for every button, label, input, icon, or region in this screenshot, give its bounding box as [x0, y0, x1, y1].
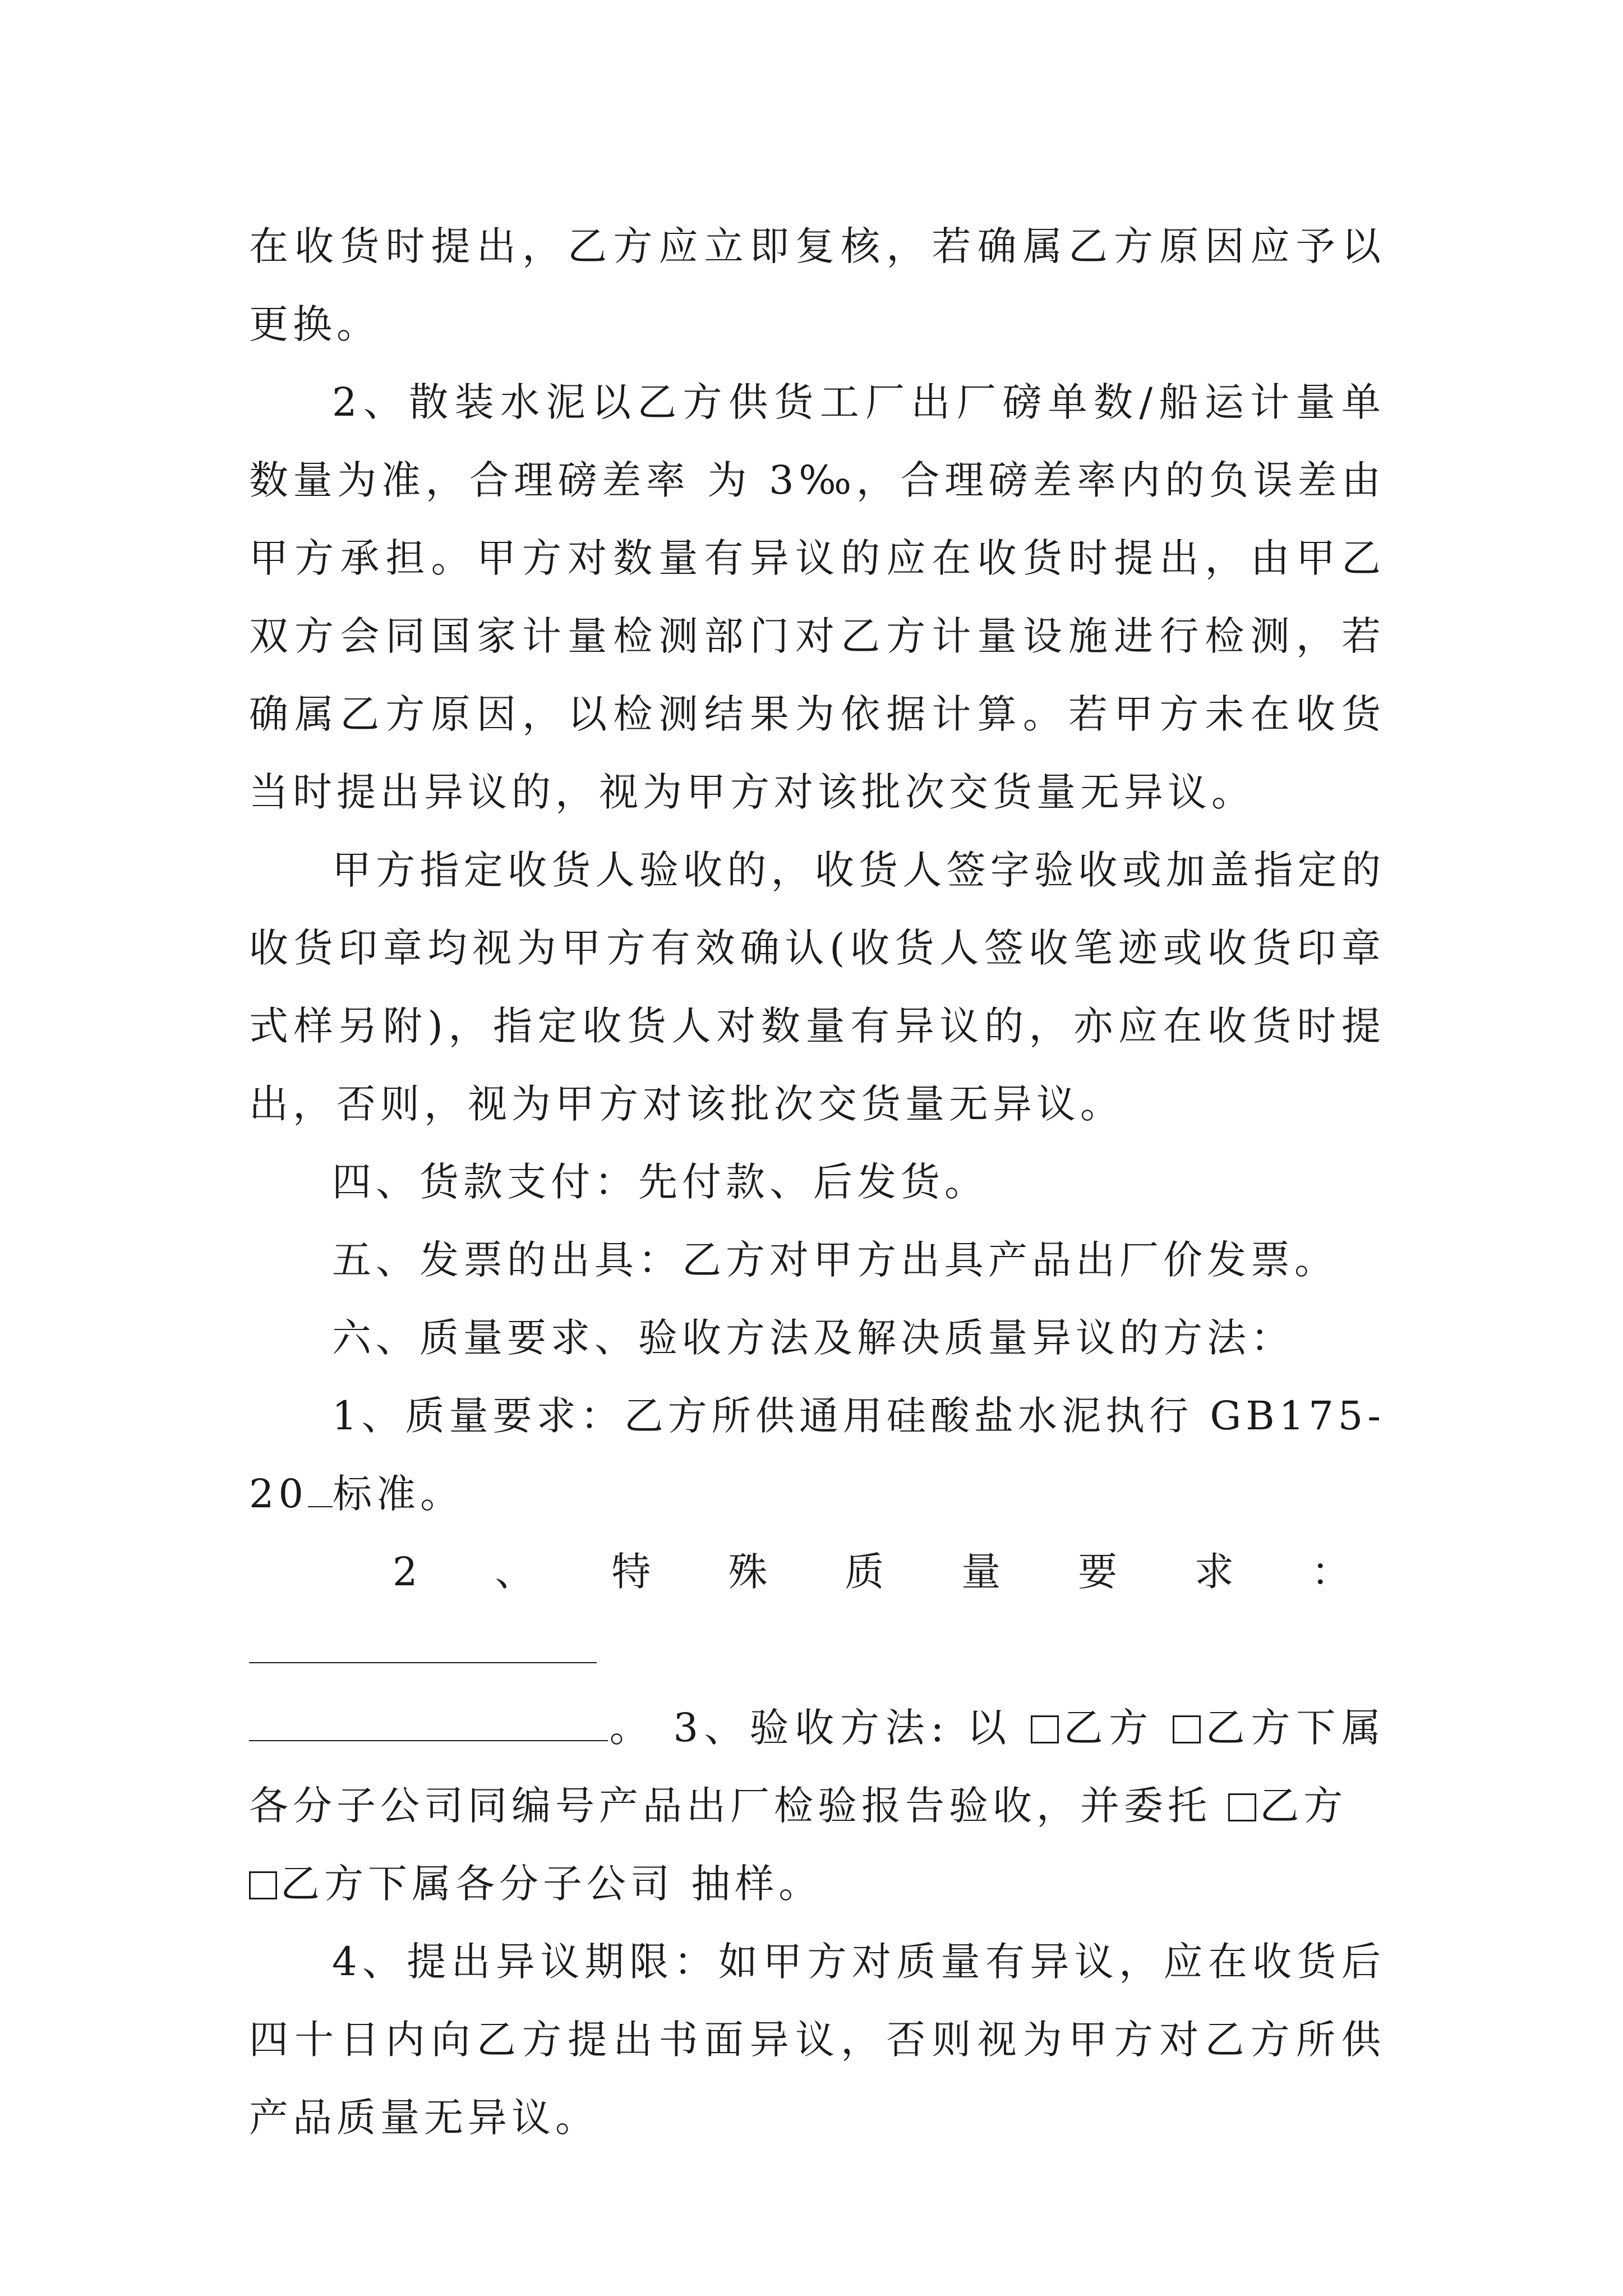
- checkbox-party-b[interactable]: [1031, 1715, 1059, 1743]
- standard-year-blank: [308, 1461, 333, 1507]
- paragraph-objection-period: 4、提出异议期限：如甲方对质量有异议，应在收货后四十日内向乙方提出书面异议，否则视为甲方对乙方所供产品质量无异议。: [249, 1939, 1385, 2141]
- paragraph-receipt-recheck: 在收货时提出，乙方应立即复核，若确属乙方原因应予以更换。: [249, 223, 1385, 347]
- option-party-b-subsidiaries-report: 乙方下属各分子公司同编号产品出厂检验报告验收，并委托: [249, 1705, 1386, 1829]
- paragraph-special-quality: [249, 1533, 1385, 1923]
- checkbox-sampling-party-b[interactable]: [1228, 1793, 1256, 1821]
- document-body: [249, 208, 1385, 2157]
- option-party-b: 乙方: [1062, 1705, 1173, 1751]
- option-sampling-party-b: 乙方: [1260, 1783, 1348, 1829]
- checkbox-party-b-subsidiaries[interactable]: [1173, 1715, 1201, 1743]
- special-quality-blank-2: [249, 1695, 608, 1741]
- paragraph-quality-heading: 六、质量要求、验收方法及解决质量异议的方法：: [332, 1315, 1294, 1361]
- paragraph-payment-terms: 四、货款支付：先付款、后发货。: [332, 1159, 988, 1205]
- paragraph-designated-receiver: 甲方指定收货人验收的，收货人签字验收或加盖指定的收货印章均视为甲方有效确认(收货人签收笔迹或收货印章式样另附)，指定收货人对数量有异议的，亦应在收货时提出，否则，视为甲方对该批次交货量无异议。: [249, 847, 1385, 1127]
- special-quality-blank-1: [249, 1617, 597, 1663]
- special-quality-label: 2、特殊质量要求：: [393, 1549, 1385, 1595]
- quality-requirement-text: 1、质量要求：乙方所供通用硅酸盐水泥执行 GB175-20: [249, 1393, 1385, 1517]
- option-sampling-subsidiaries: 乙方下属各分子公司 抽样。: [280, 1861, 823, 1907]
- quality-requirement-tail: 标准。: [333, 1471, 464, 1517]
- acceptance-method-lead: 3、验收方法: 以: [654, 1705, 1031, 1751]
- checkbox-sampling-subsidiaries[interactable]: [249, 1871, 277, 1899]
- paragraph-quality-requirement: [249, 1377, 1385, 1533]
- paragraph-invoice: 五、发票的出具：乙方对甲方出具产品出厂价发票。: [332, 1237, 1338, 1283]
- paragraph-bulk-cement-quantity: 2、散装水泥以乙方供货工厂出厂磅单数/船运计量单数量为准，合理磅差率 为 3‰，合理磅差率内的负误差由甲方承担。甲方对数量有异议的应在收货时提出，由甲乙双方会同国家计量检测部门对乙方计量设施进行检测，若确属乙方原因，以检测结果为依据计算。若甲方未在收货当时提出异议的，视为甲方对该批次交货量无异议。: [249, 379, 1385, 815]
- special-quality-end: 。: [608, 1705, 655, 1751]
